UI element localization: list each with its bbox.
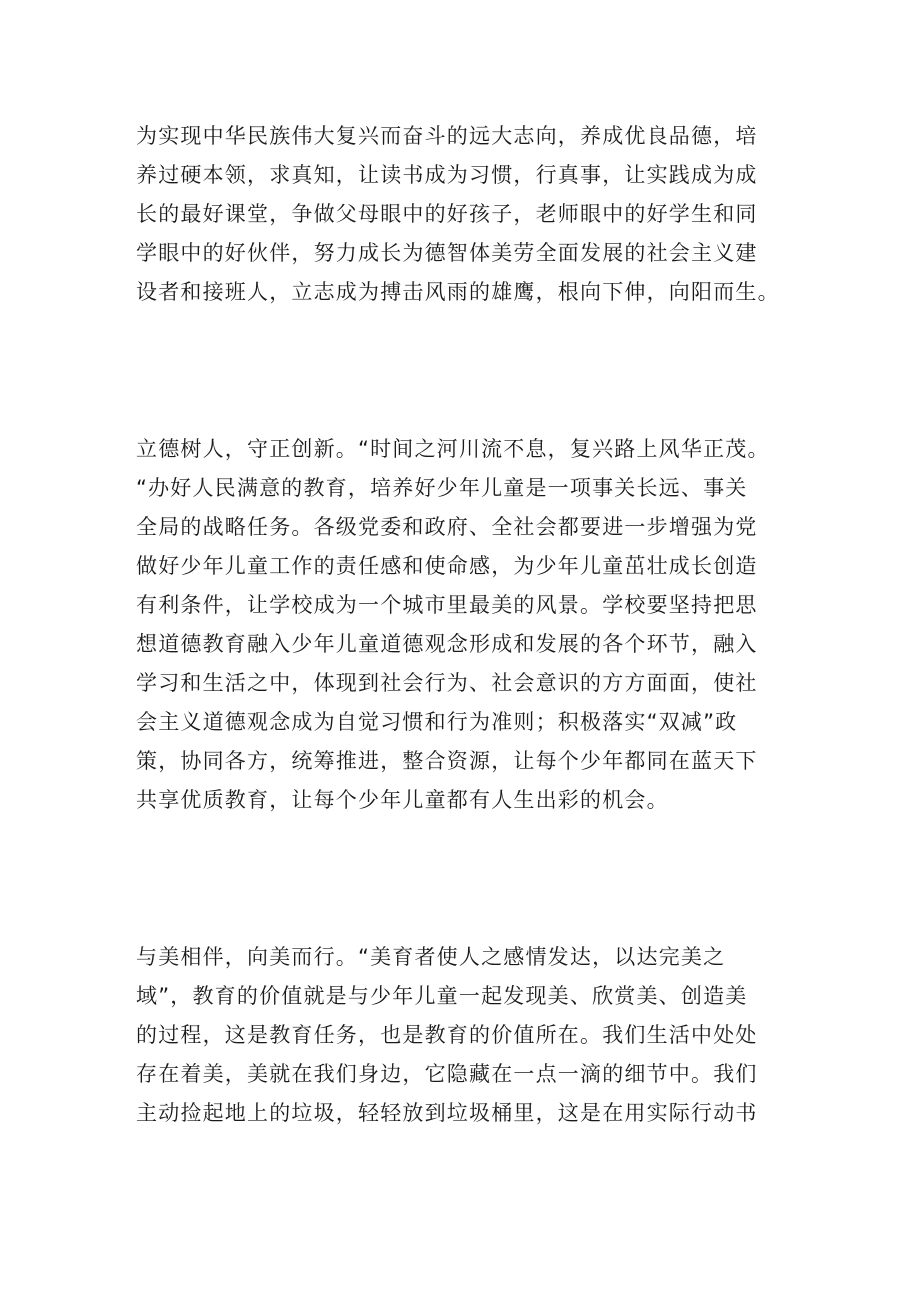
paragraph-1: [136, 117, 806, 312]
paragraph-2: [136, 430, 806, 820]
paragraph-line: 做好少年儿童工作的责任感和使命感，为少年儿童茁壮成长创造: [136, 554, 758, 578]
paragraph-3: [136, 938, 806, 1133]
paragraph-line: 设者和接班人，立志成为搏击风雨的雄鹰，根向下伸，向阳而生。: [136, 280, 780, 304]
paragraph-line: 与美相伴，向美而行。“美育者使人之感情发达，以达完美之: [136, 945, 726, 969]
paragraph-line: 策，协同各方，统筹推进，整合资源，让每个少年都同在蓝天下: [136, 749, 758, 773]
paragraph-line: 共享优质教育，让每个少年儿童都有人生出彩的机会。: [136, 788, 669, 812]
paragraph-line: 的过程，这是教育任务，也是教育的价值所在。我们生活中处处: [136, 1023, 758, 1047]
paragraph-line: 立德树人，守正创新。“时间之河川流不息，复兴路上风华正茂。: [136, 437, 770, 461]
paragraph-line: 养过硬本领，求真知，让读书成为习惯，行真事，让实践成为成: [136, 163, 758, 187]
paragraph-line: 存在着美，美就在我们身边，它隐藏在一点一滴的细节中。我们: [136, 1062, 758, 1086]
paragraph-line: “办好人民满意的教育，培养好少年儿童是一项事关长远、事关: [136, 476, 748, 500]
paragraph-line: 为实现中华民族伟大复兴而奋斗的远大志向，养成优良品德，培: [136, 124, 758, 148]
paragraph-line: 学习和生活之中，体现到社会行为、社会意识的方方面面，使社: [136, 671, 758, 695]
paragraph-line: 想道德教育融入少年儿童道德观念形成和发展的各个环节，融入: [136, 632, 758, 656]
paragraph-line: 有利条件，让学校成为一个城市里最美的风景。学校要坚持把思: [136, 593, 758, 617]
paragraph-line: 全局的战略任务。各级党委和政府、全社会都要进一步增强为党: [136, 515, 758, 539]
paragraph-line: 学眼中的好伙伴，努力成长为德智体美劳全面发展的社会主义建: [136, 241, 758, 265]
paragraph-line: 域”，教育的价值就是与少年儿童一起发现美、欣赏美、创造美: [136, 984, 748, 1008]
paragraph-line: 长的最好课堂，争做父母眼中的好孩子，老师眼中的好学生和同: [136, 202, 758, 226]
paragraph-line: 会主义道德观念成为自觉习惯和行为准则；积极落实“双减”政: [136, 710, 738, 734]
paragraph-line: 主动捡起地上的垃圾，轻轻放到垃圾桶里，这是在用实际行动书: [136, 1101, 758, 1125]
